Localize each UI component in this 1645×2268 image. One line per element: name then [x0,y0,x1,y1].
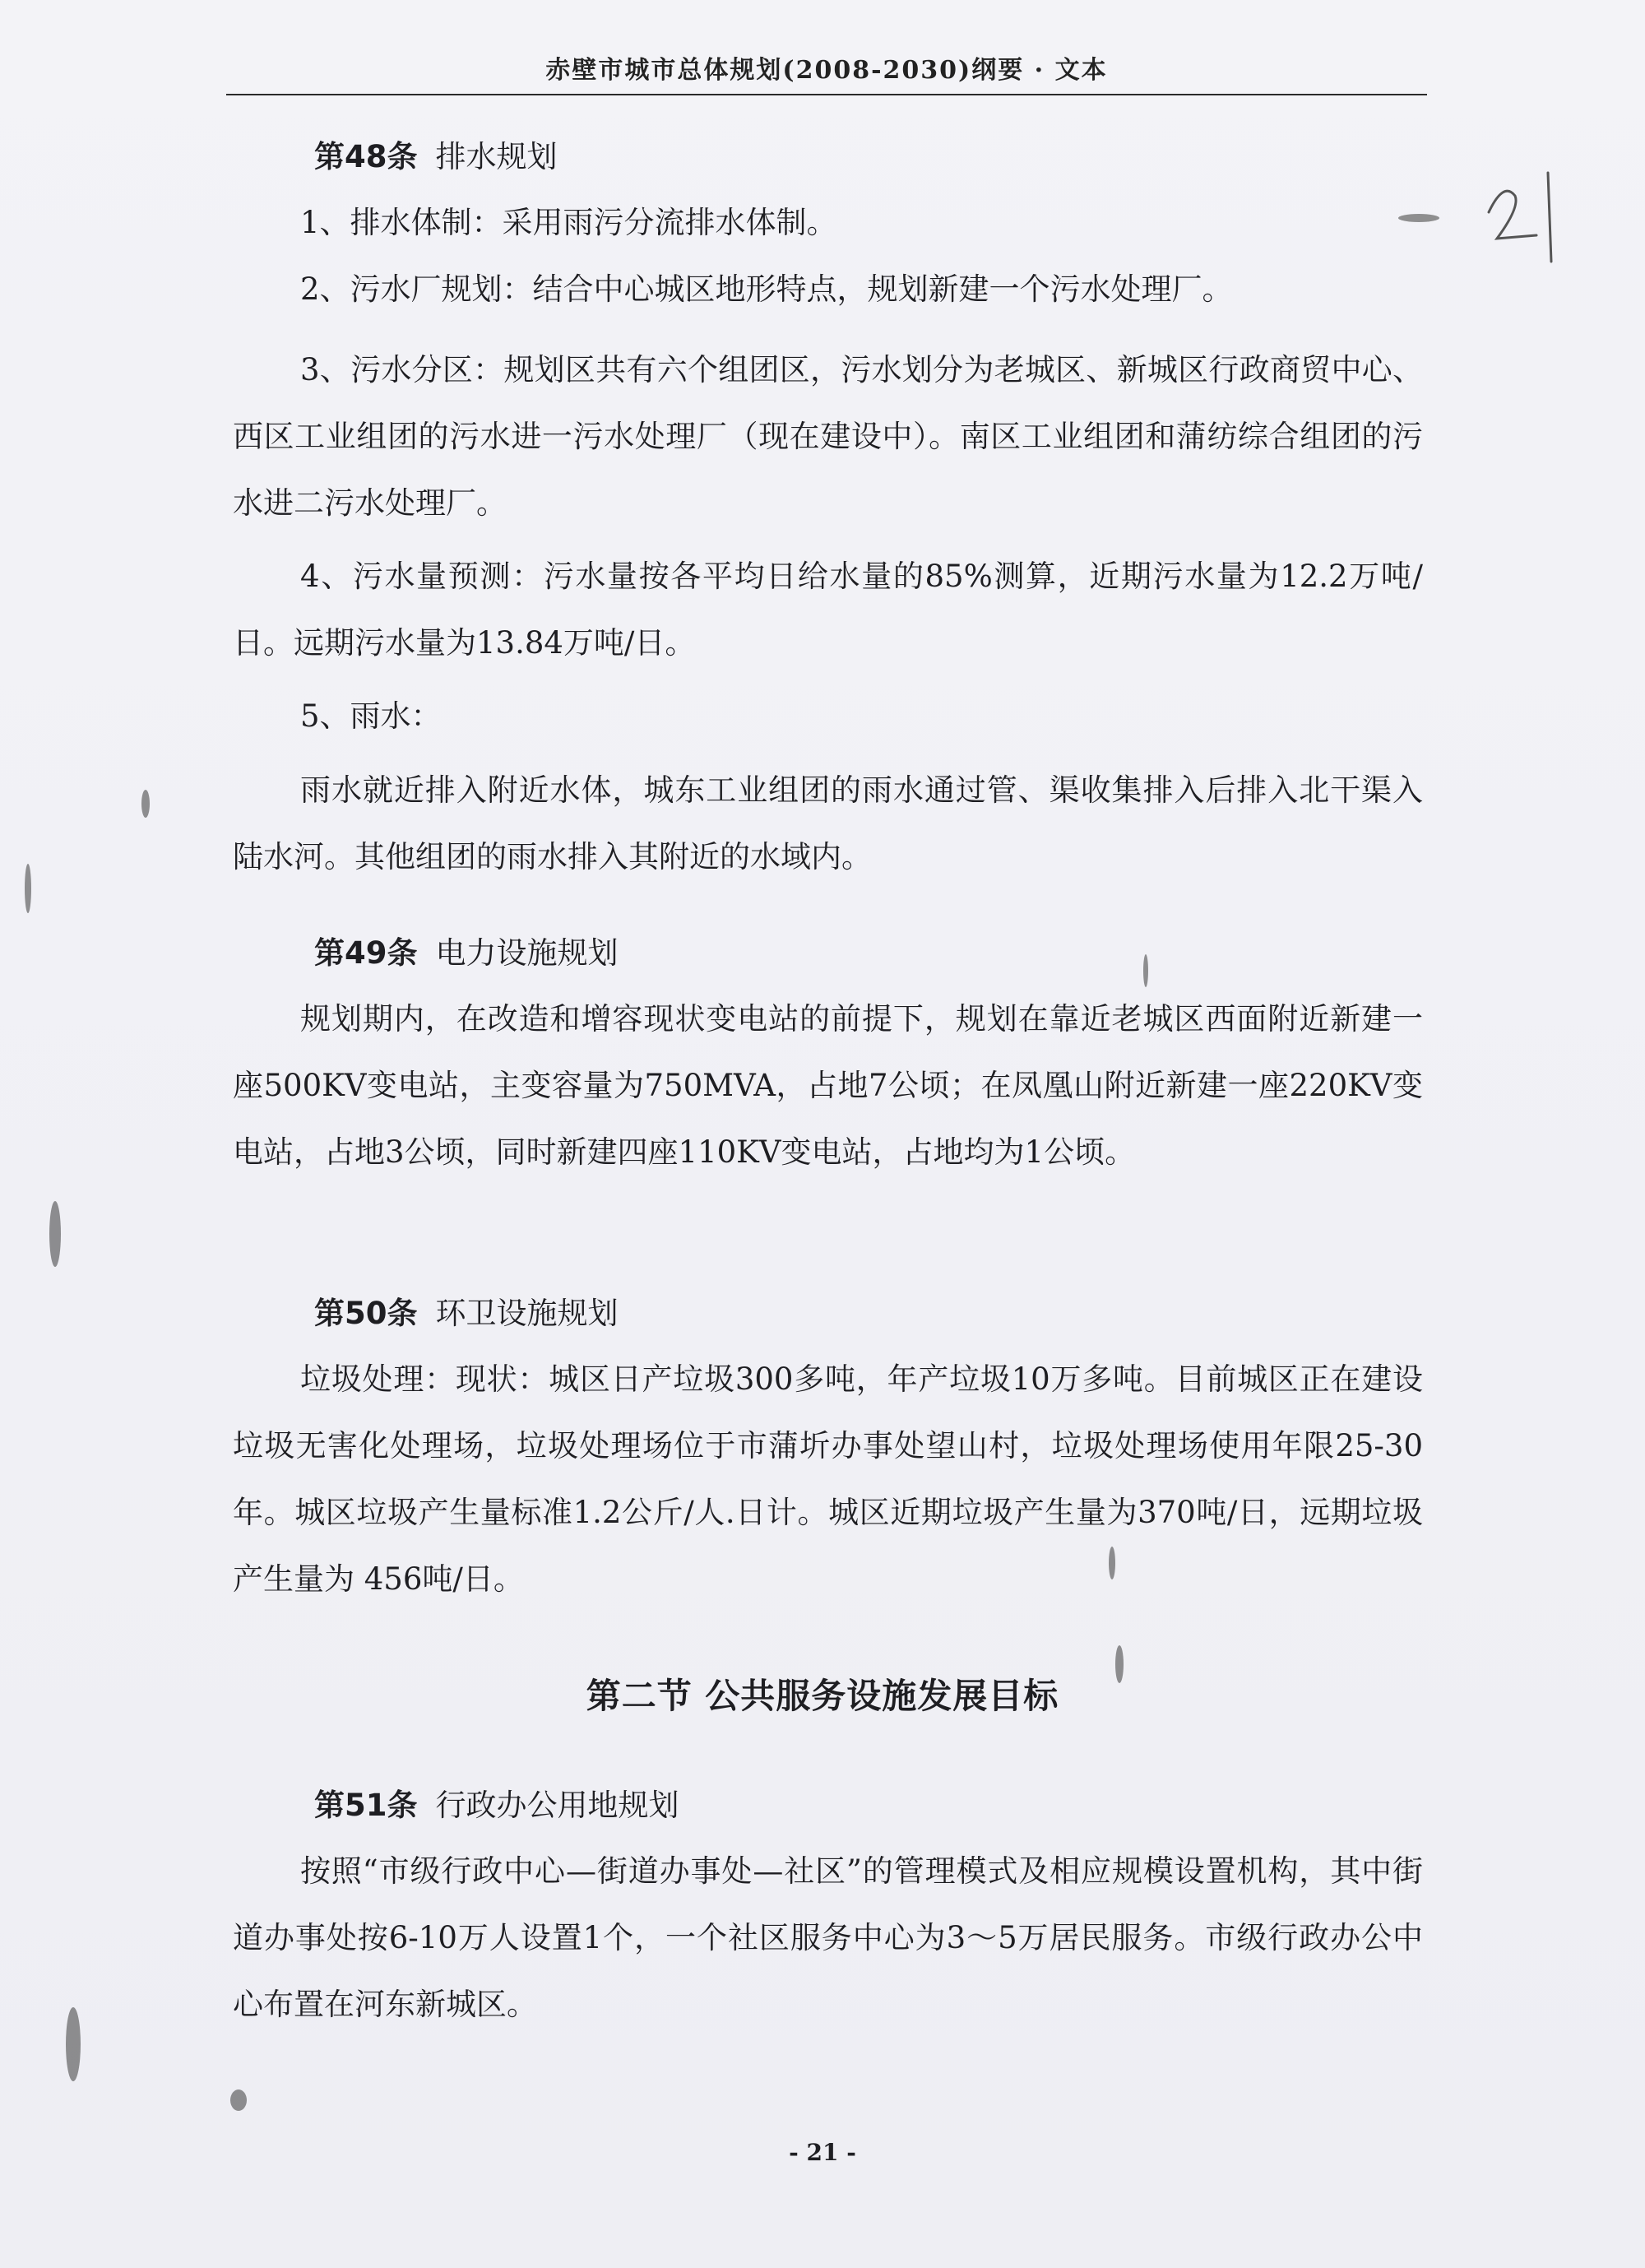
page-number: - 21 - [789,2139,856,2166]
article-title: 环卫设施规划 [435,1296,619,1331]
scan-speck [1115,1645,1124,1683]
paragraph: 5、雨水： [300,698,442,734]
paragraph: 雨水就近排入附近水体，城东工业组团的雨水通过管、渠收集排入后排入北干渠入陆水河。其他组团的雨水排入其附近的水域内。 [233,772,1423,874]
scan-speck [49,1201,61,1267]
scan-speck [1143,954,1148,987]
paragraph: 垃圾处理：现状：城区日产垃圾300多吨，年产垃圾10万多吨。目前城区正在建设垃圾无害化处理场，垃圾处理场位于市蒲圻办事处望山村，垃圾处理场使用年限25-30年。城区垃圾产生量标准1.2公斤/人.日计。城区近期垃圾产生量为370吨/日，远期垃圾产生量为 456吨/日。 [233,1361,1423,1597]
scan-speck [25,864,31,913]
paragraph: 2、污水厂规划：结合中心城区地形特点，规划新建一个污水处理厂。 [300,271,1233,307]
article-number: 第48条 [314,139,418,174]
paragraph: 1、排水体制：采用雨污分流排水体制。 [300,205,837,240]
section-title: 第二节 公共服务设施发展目标 [586,1676,1059,1716]
article-48-heading [314,137,558,178]
paragraph: 规划期内，在改造和增容现状变电站的前提下，规划在靠近老城区西面附近新建一座500KV变电站，主变容量为750MVA，占地7公顷；在凤凰山附近新建一座220KV变电站，占地3公顷，同时新建四座110KV变电站，占地均为1公顷。 [233,1001,1423,1170]
article-title: 电力设施规划 [435,935,619,971]
article-51-heading [314,1785,679,1826]
running-header: 赤壁市城市总体规划(2008-2030)纲要 · 文本 [545,56,1108,85]
scan-speck [1398,214,1439,222]
article-49-heading [314,933,619,974]
article-number: 第51条 [314,1788,418,1823]
scan-speck [141,790,150,818]
scan-speck [230,2089,247,2111]
article-50-heading [314,1293,619,1334]
handwritten-page-mark [1479,156,1569,271]
article-number: 第49条 [314,935,418,971]
paragraph: 按照“市级行政中心—街道办事处—社区”的管理模式及相应规模设置机构，其中街道办事处按6-10万人设置1个，一个社区服务中心为3～5万居民服务。市级行政办公中心布置在河东新城区。 [233,1853,1423,2022]
header-rule [226,94,1427,95]
paragraph: 3、污水分区：规划区共有六个组团区，污水划分为老城区、新城区行政商贸中心、西区工业组团的污水进一污水处理厂（现在建设中）。南区工业组团和蒲纺综合组团的污水进二污水处理厂。 [233,352,1423,521]
scan-speck [1109,1547,1115,1579]
article-title: 排水规划 [435,139,558,174]
article-title: 行政办公用地规划 [435,1788,679,1823]
scan-speck [66,2007,81,2081]
article-number: 第50条 [314,1296,418,1331]
paragraph: 4、污水量预测：污水量按各平均日给水量的85%测算，近期污水量为12.2万吨/日。远期污水量为13.84万吨/日。 [233,559,1423,661]
